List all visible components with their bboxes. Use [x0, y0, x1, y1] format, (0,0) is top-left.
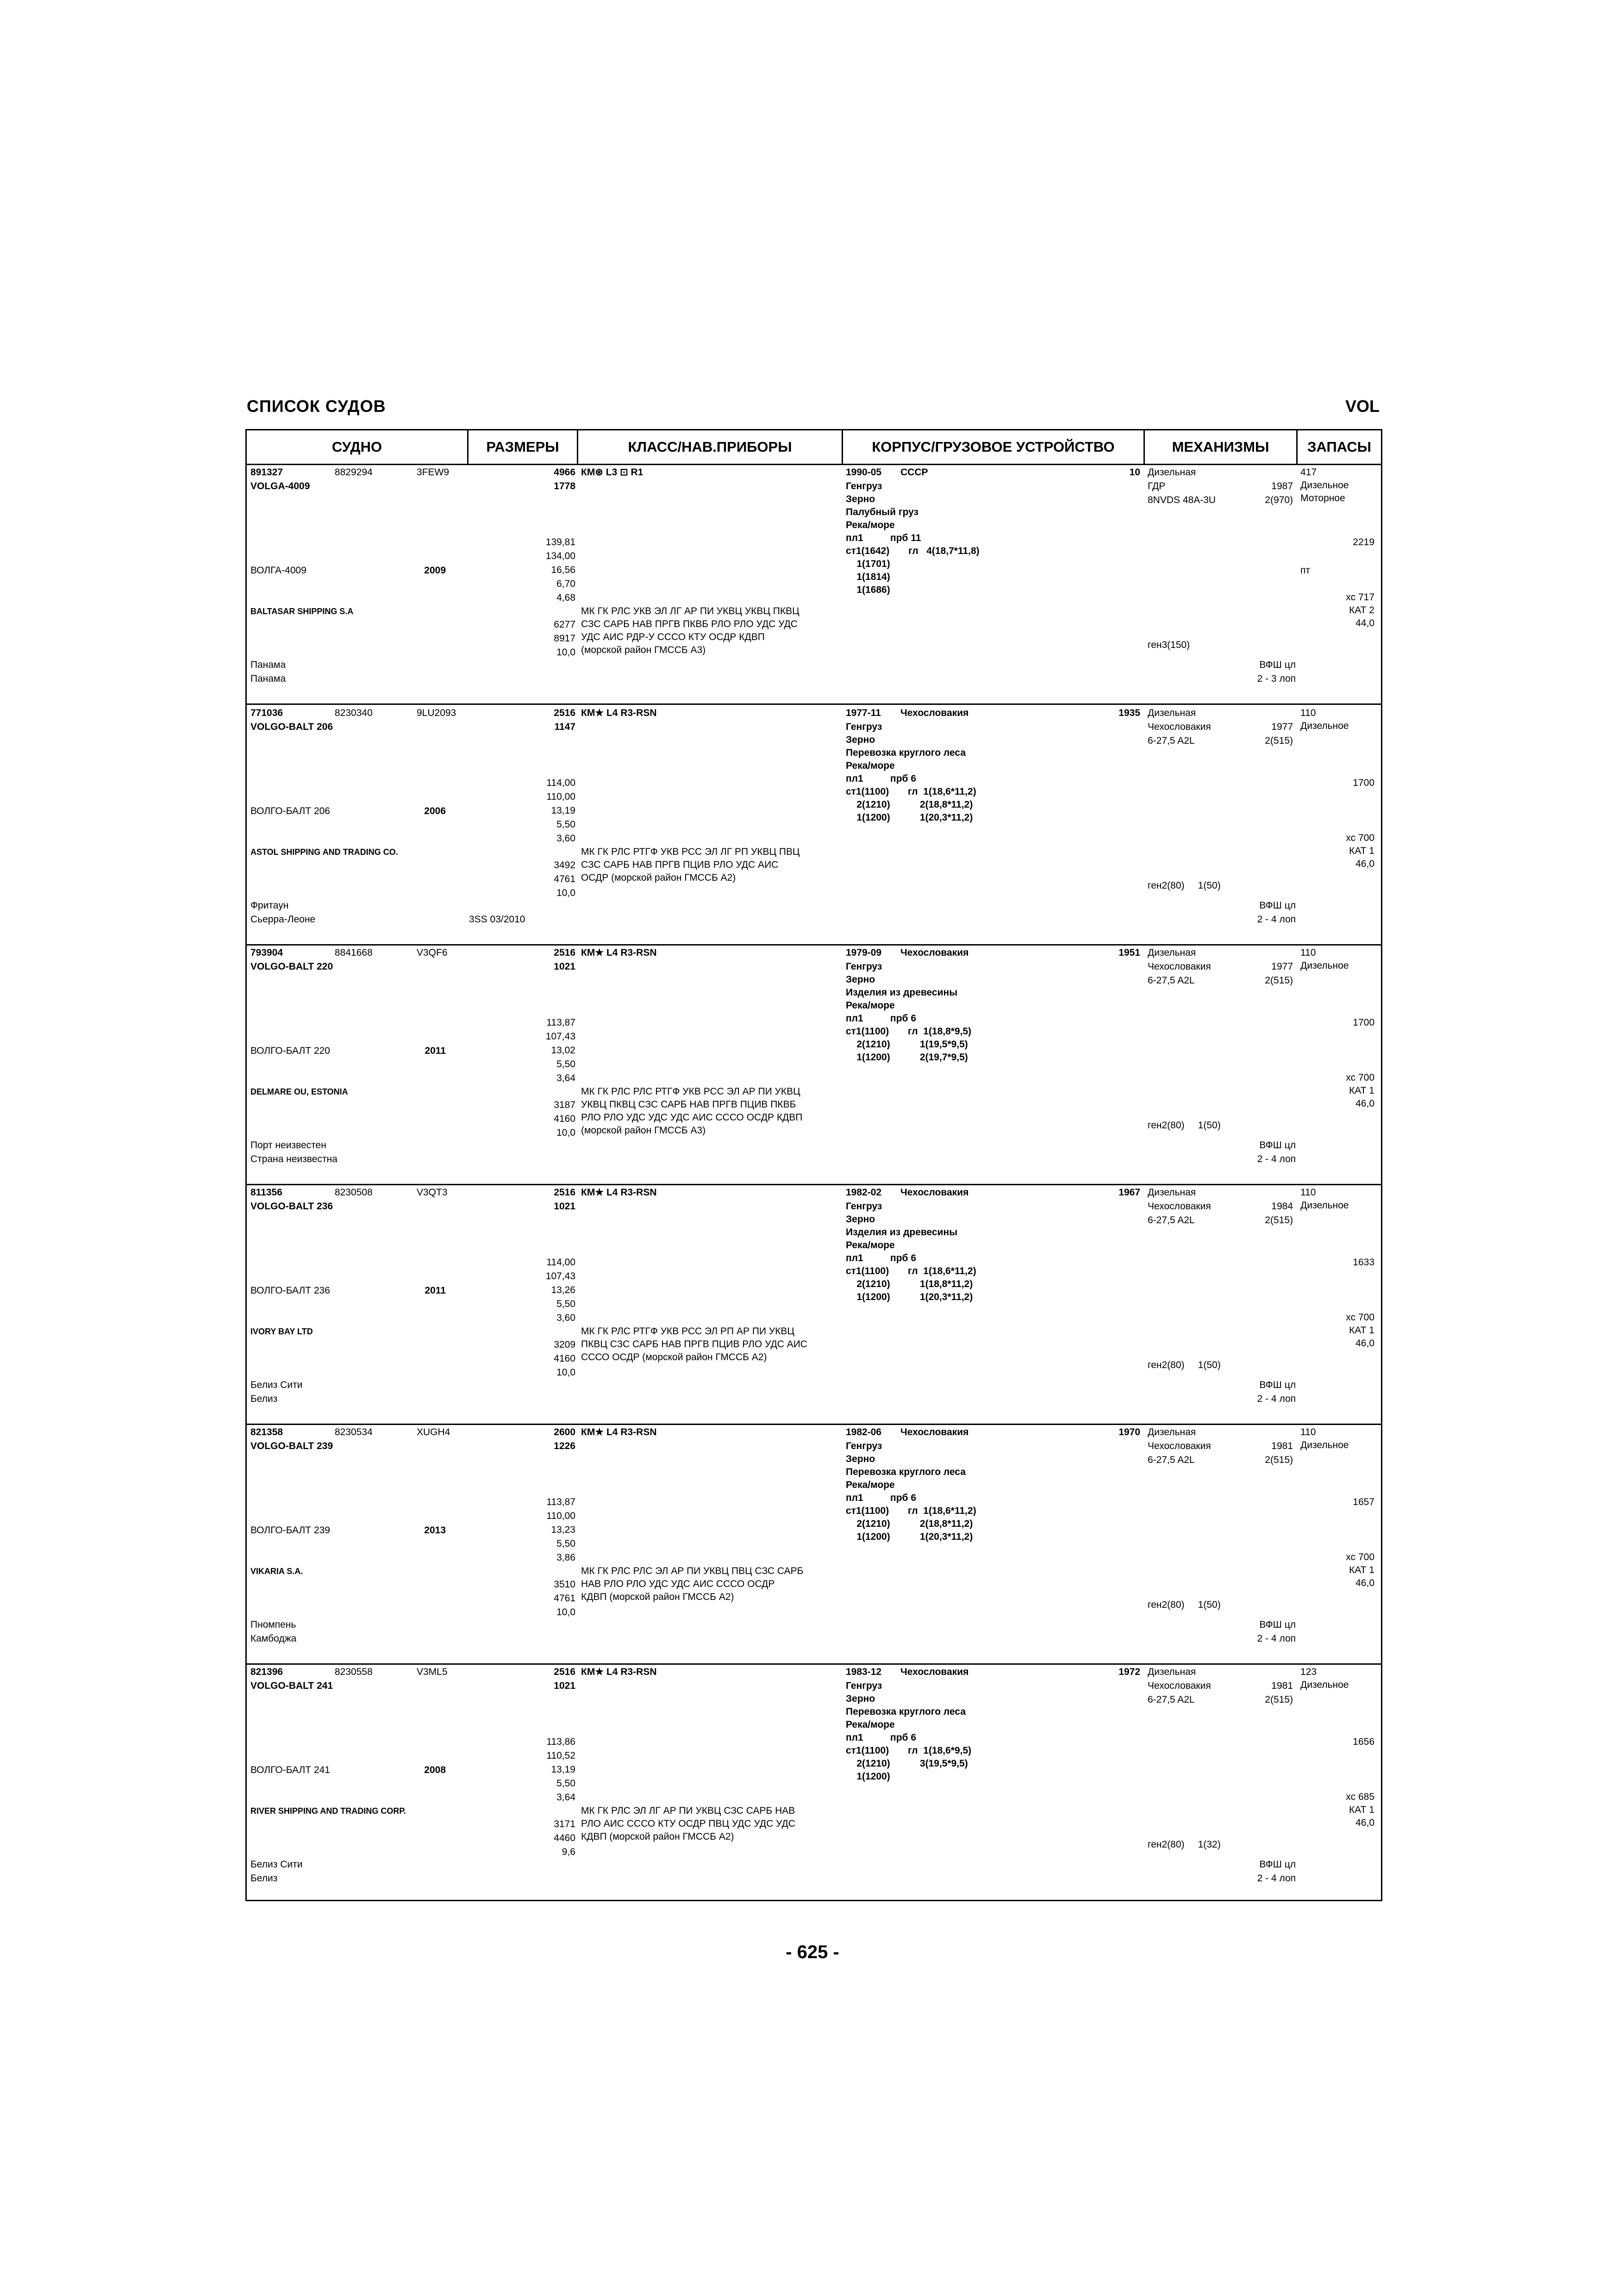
section-code: VOL [1345, 397, 1380, 416]
dimension-value: 5,50 [556, 1059, 575, 1070]
build-year: 2011 [425, 1285, 446, 1296]
flag-country: Сьерра-Леоне [250, 914, 316, 925]
page-title: СПИСОК СУДОВ [247, 397, 386, 416]
navigation-equipment: МК ГК РЛС УКВ ЭЛ ЛГ АР ПИ УКВЦ УКВЦ ПКВЦ СЗС САРБ НАВ ПРГВ ПКВБ РЛО РЛО УДС УДС УДС АИС РДР-У СССО КТУ ОСДР КДВП (морской район ГМССБ А3) [581, 606, 800, 655]
vessel-name-russian: ВОЛГО-БАЛТ 241 [250, 1765, 330, 1775]
dimension-value: 110,00 [546, 791, 575, 802]
vessel-name-latin: VOLGO-BALT 239 [250, 1441, 333, 1451]
engine-country: Чехословакия [1148, 1201, 1211, 1212]
engine-type: Дизельная [1148, 467, 1196, 478]
tank-capacity: 1657 [1353, 1497, 1374, 1507]
capacity-value: 10,0 [556, 647, 575, 658]
build-date: 1979-09 [846, 947, 882, 958]
vessel-name-russian: ВОЛГО-БАЛТ 236 [250, 1285, 330, 1296]
imo-number: 8841668 [335, 947, 373, 958]
engine-type: Дизельная [1148, 1667, 1196, 1677]
capacity-value: 10,0 [556, 1367, 575, 1378]
dimension-value: 113,86 [546, 1736, 575, 1747]
gross-tonnage: 1147 [554, 722, 575, 732]
class-notation: КМ★ L4 R3-RSN [581, 947, 657, 958]
dimension-value: 5,50 [556, 1778, 575, 1789]
fuel-stores: 123 Дизельное [1300, 1667, 1349, 1690]
generators: ген2(80) 1(50) [1148, 1120, 1221, 1131]
build-date: 1977-11 [846, 708, 881, 718]
deadweight: 4966 [554, 467, 575, 478]
dimension-value: 5,50 [556, 1299, 575, 1309]
lifesaving-capacity: хс 700 КАТ 1 46,0 [1346, 833, 1374, 869]
imo-number: 8230534 [335, 1427, 373, 1437]
tank-capacity: 1700 [1353, 778, 1374, 788]
class-notation: КМ★ L4 R3-RSN [581, 1187, 657, 1198]
imo-number: 8230340 [335, 708, 373, 718]
dimension-value: 4,68 [556, 592, 575, 603]
vessel-name-latin: VOLGO-BALT 220 [250, 961, 333, 972]
deadweight: 2516 [554, 1667, 575, 1677]
lifesaving-equipment: ВФШ цл [1259, 900, 1296, 911]
dimension-value: 3,60 [556, 1313, 575, 1323]
gross-tonnage: 1021 [554, 961, 575, 972]
lifeboats: 2 - 4 лоп [1257, 1873, 1296, 1884]
capacity-value: 3187 [554, 1100, 575, 1110]
lifesaving-equipment: ВФШ цл [1259, 1859, 1296, 1870]
generators: ген2(80) 1(32) [1148, 1839, 1221, 1850]
engine-year: 1987 [1271, 481, 1293, 492]
engine-country: Чехословакия [1148, 1680, 1211, 1691]
navigation-equipment: МК ГК РЛС РТГФ УКВ РСС ЭЛ РП АР ПИ УКВЦ ПКВЦ СЗС САРБ НАВ ПРГВ ПЦИВ РЛО УДС АИС СССО ОСДР (морской район ГМССБ А2) [581, 1326, 807, 1363]
class-notation: КМ⊛ L3 ⊡ R1 [581, 467, 643, 478]
lifesaving-capacity: хс 685 КАТ 1 46,0 [1346, 1792, 1374, 1828]
vessel-name-latin: VOLGO-BALT 206 [250, 722, 333, 732]
engine-year: 1981 [1271, 1680, 1293, 1691]
engine-model: 6-27,5 A2L [1148, 975, 1195, 986]
dimension-value: 110,00 [546, 1511, 575, 1521]
registry-number: 821396 [250, 1667, 283, 1677]
fuel-stores: 110 Дизельное [1300, 947, 1349, 971]
gross-tonnage: 1021 [554, 1201, 575, 1212]
capacity-value: 4460 [554, 1833, 575, 1843]
registry-number: 821358 [250, 1427, 283, 1437]
call-sign: V3QT3 [417, 1187, 448, 1198]
lifesaving-equipment: ВФШ цл [1259, 660, 1296, 670]
dimension-value: 114,00 [546, 1257, 575, 1268]
builder-country: Чехословакия [900, 947, 969, 958]
capacity-value: 6277 [554, 619, 575, 630]
builder-country: Чехословакия [900, 1187, 969, 1198]
lifeboats: 2 - 4 лоп [1257, 1154, 1296, 1164]
build-date: 1983-12 [846, 1667, 882, 1677]
tank-capacity: 2219 [1353, 537, 1374, 548]
capacity-value: 3492 [554, 860, 575, 871]
hull-number: 1967 [1118, 1187, 1140, 1198]
build-year: 2013 [424, 1525, 446, 1536]
engine-year: 1981 [1271, 1441, 1293, 1451]
stores-extra: пт [1300, 565, 1310, 576]
call-sign: V3ML5 [417, 1667, 448, 1677]
generators: ген2(80) 1(50) [1148, 1360, 1221, 1370]
owner-name: IVORY BAY LTD [250, 1327, 313, 1336]
ship-list-table [245, 429, 1382, 1901]
port-of-registry: Панама [250, 660, 286, 670]
lifesaving-capacity: хс 700 КАТ 1 46,0 [1346, 1312, 1374, 1349]
engine-country: Чехословакия [1148, 722, 1211, 732]
dimension-value: 134,00 [545, 551, 575, 561]
engine-type: Дизельная [1148, 1427, 1196, 1437]
dimension-value: 110,52 [546, 1750, 575, 1761]
call-sign: XUGH4 [417, 1427, 450, 1437]
vessel-name-russian: ВОЛГО-БАЛТ 206 [250, 806, 330, 816]
build-year: 2011 [425, 1045, 446, 1056]
deadweight: 2516 [554, 708, 575, 718]
lifesaving-equipment: ВФШ цл [1259, 1619, 1296, 1630]
flag-country: Панама [250, 673, 286, 684]
vessel-name-russian: ВОЛГО-БАЛТ 220 [250, 1045, 330, 1056]
column-header-vessel: СУДНО [331, 439, 382, 455]
vessel-name-russian: ВОЛГО-БАЛТ 239 [250, 1525, 330, 1536]
build-date: 1982-06 [846, 1427, 882, 1437]
port-of-registry: Фритаун [250, 900, 289, 911]
fuel-stores: 110 Дизельное [1300, 1427, 1349, 1450]
builder-country: Чехословакия [900, 708, 969, 718]
class-notation: КМ★ L4 R3-RSN [581, 708, 657, 718]
build-date: 1990-05 [846, 467, 882, 478]
lifesaving-capacity: хс 717 КАТ 2 44,0 [1346, 592, 1374, 628]
engine-type: Дизельная [1148, 947, 1196, 958]
navigation-equipment: МК ГК РЛС РЛС ЭЛ АР ПИ УКВЦ ПВЦ СЗС САРБ НАВ РЛО РЛО УДС УДС АИС СССО ОСДР КДВП (морской район ГМССБ А2) [581, 1566, 804, 1602]
builder-country: СССР [900, 467, 928, 478]
vessel-record [247, 1185, 1381, 1425]
vessel-name-latin: VOLGO-BALT 236 [250, 1201, 333, 1212]
tank-capacity: 1700 [1353, 1017, 1374, 1028]
port-of-registry: Порт неизвестен [250, 1140, 326, 1151]
engine-model: 8NVDS 48A-3U [1148, 495, 1216, 505]
deadweight: 2516 [554, 947, 575, 958]
dimension-value: 13,19 [551, 1764, 575, 1775]
call-sign: 9LU2093 [417, 708, 456, 718]
hull-cargo-details: Генгруз Зерно Изделия из древесины Река/море пл1 прб 6 ст1(1100) гл 1(18,8*9,5) 2(1210) 1(19,5*9,5) 1(1200) 2(19,7*9,5) [846, 961, 972, 1063]
lifeboats: 2 - 4 лоп [1257, 914, 1296, 925]
flag-country: Белиз [250, 1873, 278, 1884]
capacity-value: 9,6 [562, 1847, 575, 1857]
engine-year: 1984 [1271, 1201, 1293, 1212]
engine-power: 2(515) [1265, 1455, 1293, 1465]
dimension-value: 113,87 [546, 1017, 575, 1028]
navigation-equipment: МК ГК РЛС РТГФ УКВ РСС ЭЛ ЛГ РП УКВЦ ПВЦ СЗС САРБ НАВ ПРГВ ПЦИВ РЛО УДС АИС ОСДР (морской район ГМССБ А2) [581, 846, 800, 883]
table-header [247, 430, 1381, 465]
tank-capacity: 1656 [1353, 1736, 1374, 1747]
dimension-value: 107,43 [545, 1031, 575, 1042]
capacity-value: 4761 [554, 1593, 575, 1604]
dimension-value: 5,50 [556, 819, 575, 830]
owner-name: ASTOL SHIPPING AND TRADING CO. [250, 847, 398, 857]
gross-tonnage: 1778 [554, 481, 575, 492]
hull-number: 1935 [1118, 708, 1140, 718]
owner-name: DELMARE OU, ESTONIA [250, 1087, 348, 1096]
flag-country: Камбоджа [250, 1633, 297, 1644]
builder-country: Чехословакия [900, 1667, 969, 1677]
capacity-value: 3171 [554, 1819, 575, 1829]
lifesaving-capacity: хс 700 КАТ 1 46,0 [1346, 1072, 1374, 1109]
fuel-stores: 417 Дизельное Моторное [1300, 467, 1349, 504]
hull-number: 1951 [1118, 947, 1140, 958]
engine-power: 2(515) [1265, 975, 1293, 986]
engine-model: 6-27,5 A2L [1148, 1215, 1195, 1226]
generators: ген3(150) [1148, 640, 1190, 650]
tank-capacity: 1633 [1353, 1257, 1374, 1268]
engine-country: Чехословакия [1148, 961, 1211, 972]
vessel-name-latin: VOLGA-4009 [250, 481, 310, 492]
capacity-value: 4160 [554, 1353, 575, 1364]
vessel-record [247, 946, 1381, 1185]
lifesaving-equipment: ВФШ цл [1259, 1380, 1296, 1390]
lifeboats: 2 - 4 лоп [1257, 1394, 1296, 1404]
class-notation: КМ★ L4 R3-RSN [581, 1427, 657, 1437]
capacity-value: 10,0 [556, 1127, 575, 1138]
builder-country: Чехословакия [900, 1427, 969, 1437]
column-header-class: КЛАСС/НАВ.ПРИБОРЫ [628, 439, 792, 455]
owner-name: VIKARIA S.A. [250, 1567, 303, 1576]
hull-number: 1970 [1118, 1427, 1140, 1437]
dimension-value: 13,23 [551, 1524, 575, 1535]
owner-name: RIVER SHIPPING AND TRADING CORP. [250, 1806, 406, 1816]
fuel-stores: 110 Дизельное [1300, 708, 1349, 731]
capacity-value: 10,0 [556, 1607, 575, 1618]
port-of-registry: Пномпень [250, 1619, 296, 1630]
fuel-stores: 110 Дизельное [1300, 1187, 1349, 1211]
lifesaving-capacity: хс 700 КАТ 1 46,0 [1346, 1552, 1374, 1588]
registry-number: 771036 [250, 708, 283, 718]
vessel-record [247, 1425, 1381, 1665]
dimension-value: 139,81 [545, 537, 575, 548]
hull-number: 1972 [1118, 1667, 1140, 1677]
deadweight: 2600 [554, 1427, 575, 1437]
vessel-record [247, 465, 1381, 705]
column-header-machinery: МЕХАНИЗМЫ [1172, 439, 1269, 455]
build-date: 1982-02 [846, 1187, 882, 1198]
lifesaving-equipment: ВФШ цл [1259, 1140, 1296, 1151]
hull-cargo-details: Генгруз Зерно Изделия из древесины Река/море пл1 прб 6 ст1(1100) гл 1(18,6*11,2) 2(1210) 1(18,8*11,2) 1(1200) 1(20,3*11,2) [846, 1201, 976, 1302]
hull-cargo-details: Генгруз Зерно Перевозка круглого леса Река/море пл1 прб 6 ст1(1100) гл 1(18,6*11,2) 2(1210) 2(18,8*11,2) 1(1200) 1(20,3*11,2) [846, 722, 976, 823]
gross-tonnage: 1226 [554, 1441, 575, 1451]
owner-name: BALTASAR SHIPPING S.A [250, 607, 354, 616]
capacity-value: 10,0 [556, 888, 575, 898]
engine-type: Дизельная [1148, 708, 1196, 718]
dimension-value: 114,00 [546, 778, 575, 788]
call-sign: V3QF6 [417, 947, 448, 958]
imo-number: 8230508 [335, 1187, 373, 1198]
engine-power: 2(515) [1265, 1215, 1293, 1226]
registry-number: 811356 [250, 1187, 282, 1198]
engine-year: 1977 [1271, 722, 1293, 732]
navigation-equipment: МК ГК РЛС РЛС РТГФ УКВ РСС ЭЛ АР ПИ УКВЦ УКВЦ ПКВЦ СЗС САРБ НАВ ПРГВ ПЦИВ ПКВБ РЛО РЛО УДС УДС УДС АИС СССО ОСДР КДВП (морской район ГМССБ А3) [581, 1086, 803, 1136]
vessel-record [247, 706, 1381, 946]
dimension-value: 13,26 [551, 1285, 575, 1295]
survey-note: 3SS 03/2010 [469, 914, 525, 925]
dimension-value: 13,19 [551, 805, 575, 816]
dimension-value: 3,64 [556, 1073, 575, 1083]
vessel-record [247, 1665, 1381, 1904]
port-of-registry: Белиз Сити [250, 1859, 303, 1870]
capacity-value: 3510 [554, 1579, 575, 1590]
generators: ген2(80) 1(50) [1148, 1599, 1221, 1610]
engine-model: 6-27,5 A2L [1148, 1694, 1195, 1705]
flag-country: Белиз [250, 1394, 278, 1404]
engine-type: Дизельная [1148, 1187, 1196, 1198]
lifeboats: 2 - 3 лоп [1257, 673, 1296, 684]
gross-tonnage: 1021 [554, 1680, 575, 1691]
dimension-value: 3,64 [556, 1792, 575, 1803]
dimension-value: 3,86 [556, 1552, 575, 1563]
dimension-value: 113,87 [546, 1497, 575, 1507]
column-header-stores: ЗАПАСЫ [1307, 439, 1372, 455]
dimension-value: 16,56 [551, 565, 575, 575]
build-year: 2009 [424, 565, 446, 576]
engine-country: Чехословакия [1148, 1441, 1211, 1451]
engine-power: 2(515) [1265, 1694, 1293, 1705]
class-notation: КМ★ L4 R3-RSN [581, 1667, 657, 1677]
engine-model: 6-27,5 A2L [1148, 735, 1195, 746]
navigation-equipment: МК ГК РЛС ЭЛ ЛГ АР ПИ УКВЦ СЗС САРБ НАВ РЛО АИС СССО КТУ ОСДР ПВЦ УДС УДС УДС КДВП (морской район ГМССБ А2) [581, 1805, 795, 1842]
dimension-value: 13,02 [551, 1045, 575, 1056]
engine-power: 2(970) [1265, 495, 1293, 505]
lifeboats: 2 - 4 лоп [1257, 1633, 1296, 1644]
dimension-value: 3,60 [556, 833, 575, 844]
column-header-dimensions: РАЗМЕРЫ [486, 439, 559, 455]
dimension-value: 5,50 [556, 1538, 575, 1549]
page-number: - 625 - [786, 1942, 839, 1962]
flag-country: Страна неизвестна [250, 1154, 337, 1164]
imo-number: 8829294 [335, 467, 373, 478]
hull-number: 10 [1129, 467, 1140, 478]
hull-cargo-details: Генгруз Зерно Перевозка круглого леса Река/море пл1 прб 6 ст1(1100) гл 1(18,6*11,2) 2(1210) 2(18,8*11,2) 1(1200) 1(20,3*11,2) [846, 1441, 976, 1542]
engine-power: 2(515) [1265, 735, 1293, 746]
capacity-value: 8917 [554, 633, 575, 644]
capacity-value: 4160 [554, 1114, 575, 1124]
generators: ген2(80) 1(50) [1148, 880, 1221, 891]
dimension-value: 6,70 [556, 579, 575, 589]
build-year: 2008 [424, 1765, 446, 1775]
registry-number: 891327 [250, 467, 283, 478]
deadweight: 2516 [554, 1187, 575, 1198]
capacity-value: 4761 [554, 874, 575, 884]
imo-number: 8230558 [335, 1667, 373, 1677]
column-header-hull: КОРПУС/ГРУЗОВОЕ УСТРОЙСТВО [872, 439, 1115, 455]
vessel-name-russian: ВОЛГА-4009 [250, 565, 306, 576]
engine-model: 6-27,5 A2L [1148, 1455, 1195, 1465]
engine-country: ГДР [1148, 481, 1166, 492]
vessel-name-latin: VOLGO-BALT 241 [250, 1680, 333, 1691]
registry-number: 793904 [250, 947, 283, 958]
capacity-value: 3209 [554, 1339, 575, 1350]
call-sign: 3FEW9 [417, 467, 450, 478]
hull-cargo-details: Генгруз Зерно Перевозка круглого леса Река/море пл1 прб 6 ст1(1100) гл 1(18,6*9,5) 2(1210) 3(19,5*9,5) 1(1200) [846, 1680, 972, 1782]
engine-year: 1977 [1271, 961, 1293, 972]
port-of-registry: Белиз Сити [250, 1380, 303, 1390]
hull-cargo-details: Генгруз Зерно Палубный груз Река/море пл1 прб 11 ст1(1642) гл 4(18,7*11,8) 1(1701) 1(1814) 1(1686) [846, 481, 980, 595]
build-year: 2006 [424, 806, 446, 816]
dimension-value: 107,43 [545, 1271, 575, 1282]
